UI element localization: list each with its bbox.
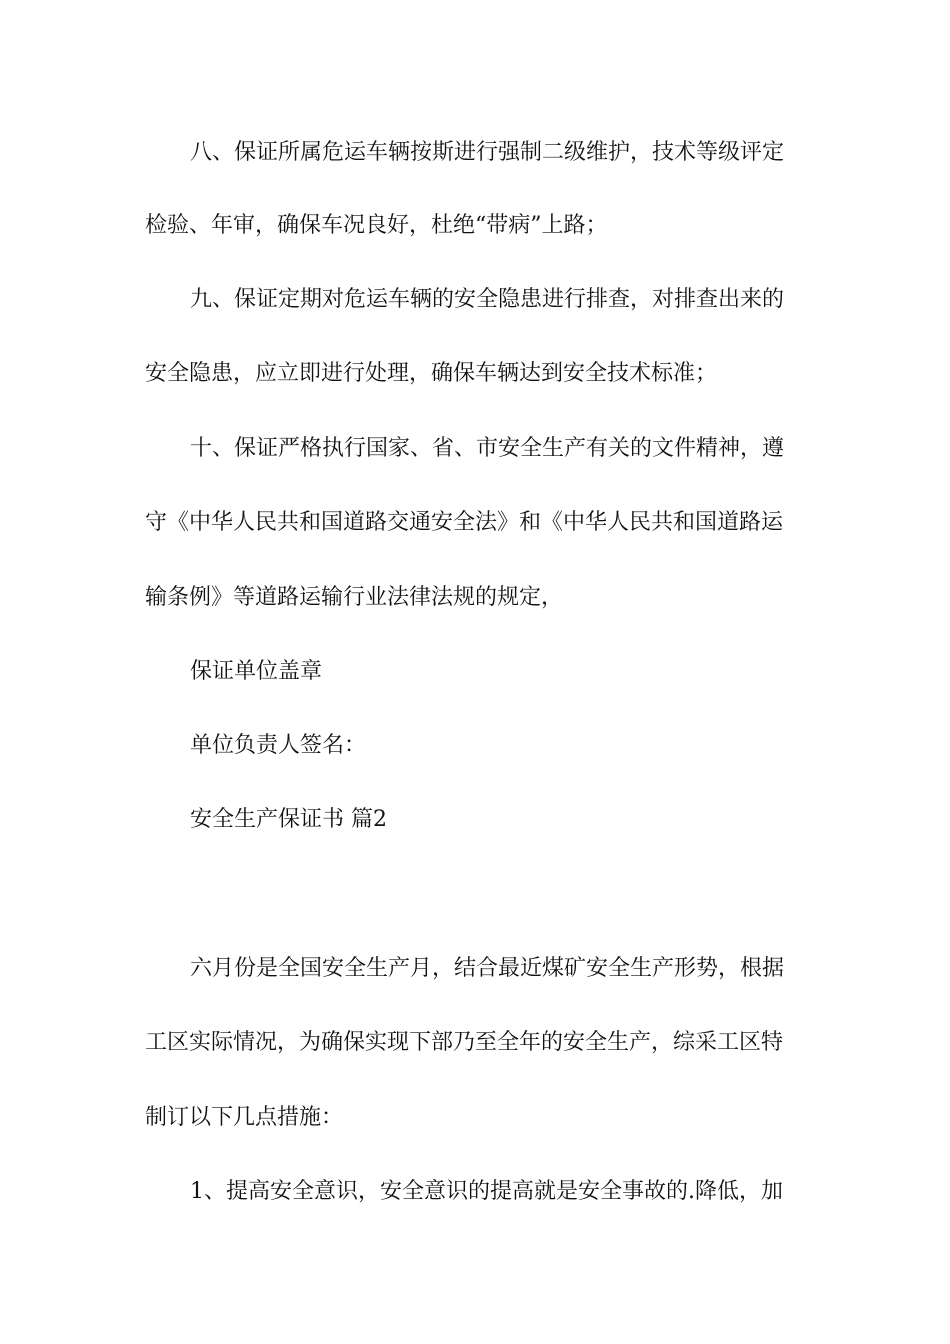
paragraph-9-line-2: 安全隐患，应立即进行处理，确保车辆达到安全技术标准； — [145, 361, 718, 386]
paragraph-8-line-1: 八、保证所属危运车辆按斯进行强制二级维护，技术等级评定 — [190, 140, 785, 165]
paragraph-8-line-2: 检验、年审，确保车况良好，杜绝“带病”上路； — [145, 213, 608, 238]
paragraph-10-line-1: 十、保证严格执行国家、省、市安全生产有关的文件精神，遵 — [190, 436, 785, 461]
unit-seal-label: 保证单位盖章 — [190, 659, 323, 684]
intro-paragraph-line-2: 工区实际情况，为确保实现下部乃至全年的安全生产，综采工区特 — [145, 1030, 784, 1055]
intro-paragraph-line-1: 六月份是全国安全生产月，结合最近煤矿安全生产形势，根据 — [190, 956, 785, 981]
paragraph-10-line-3: 输条例》等道路运输行业法律法规的规定， — [145, 585, 564, 610]
measure-1-line-1: 1、提高安全意识，安全意识的提高就是安全事故的.降低，加 — [190, 1179, 783, 1204]
paragraph-10-line-2: 守《中华人民共和国道路交通安全法》和《中华人民共和国道路运 — [145, 510, 784, 535]
paragraph-9-line-1: 九、保证定期对危运车辆的安全隐患进行排查，对排查出来的 — [190, 287, 785, 312]
intro-paragraph-line-3: 制订以下几点措施： — [145, 1105, 344, 1130]
responsible-person-signature-label: 单位负责人签名： — [190, 733, 367, 758]
section-title: 安全生产保证书 篇2 — [190, 807, 387, 832]
